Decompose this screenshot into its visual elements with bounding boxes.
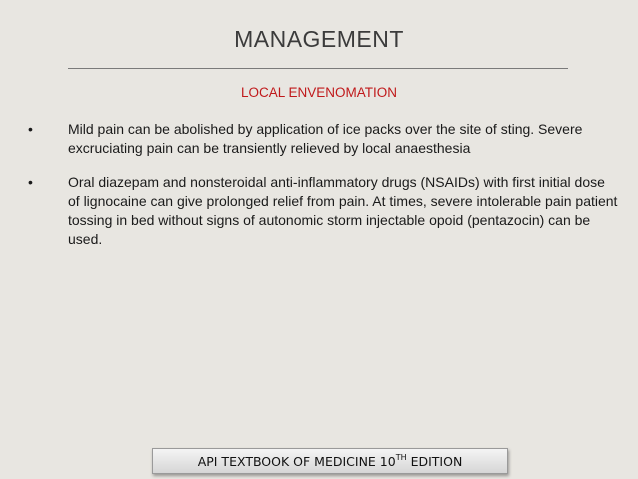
footer-text: API TEXTBOOK OF MEDICINE 10 (197, 454, 396, 469)
slide-title: MANAGEMENT (234, 26, 404, 52)
bullet-item (28, 120, 618, 158)
footer-source-box (152, 448, 508, 474)
bullet-item (28, 173, 618, 249)
bullet-icon: • (28, 174, 33, 190)
bullet-text: Oral diazepam and nonsteroidal anti-inflammatory drugs (NSAIDs) with first initial dose of lignocaine can give prolonged relief from pain. At times, severe intolerable pain patient tossing in bed without signs of autonomic storm injectable opoid (pentazocin) can be used. (68, 174, 618, 247)
footer-text-end: EDITION (406, 454, 463, 469)
title-divider (68, 68, 568, 69)
slide-subtitle: LOCAL ENVENOMATION (240, 85, 398, 100)
bullet-list (28, 120, 618, 264)
footer-superscript: TH (395, 452, 407, 462)
bullet-text: Mild pain can be abolished by application of ice packs over the site of sting. Severe excruciating pain can be transiently relieved by local anaesthesia (68, 121, 583, 156)
bullet-icon: • (28, 121, 33, 137)
